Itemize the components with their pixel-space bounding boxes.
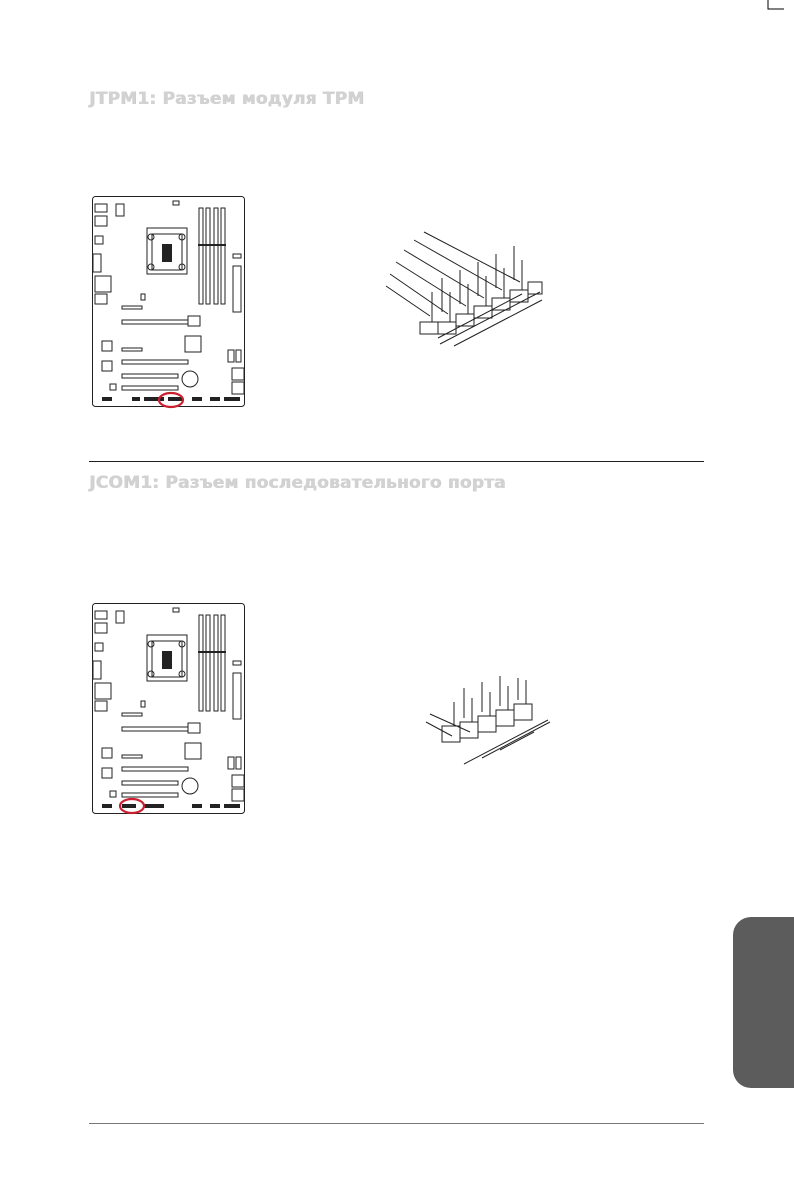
jtpm1-pin-header-icon <box>380 226 560 356</box>
corner-crop-mark <box>767 0 784 10</box>
footer-divider <box>89 1123 704 1124</box>
chapter-side-tab <box>733 917 794 1088</box>
motherboard-diagram-jcom1 <box>92 603 246 817</box>
jcom1-pin-header-icon <box>424 676 564 776</box>
section-divider <box>89 461 704 462</box>
section-title-jcom1: JCOM1: Разъем последовательного порта <box>89 473 506 493</box>
section-title-jtpm1: JTPM1: Разъем модуля TPM <box>89 89 365 109</box>
motherboard-diagram-jtpm1 <box>92 196 246 410</box>
